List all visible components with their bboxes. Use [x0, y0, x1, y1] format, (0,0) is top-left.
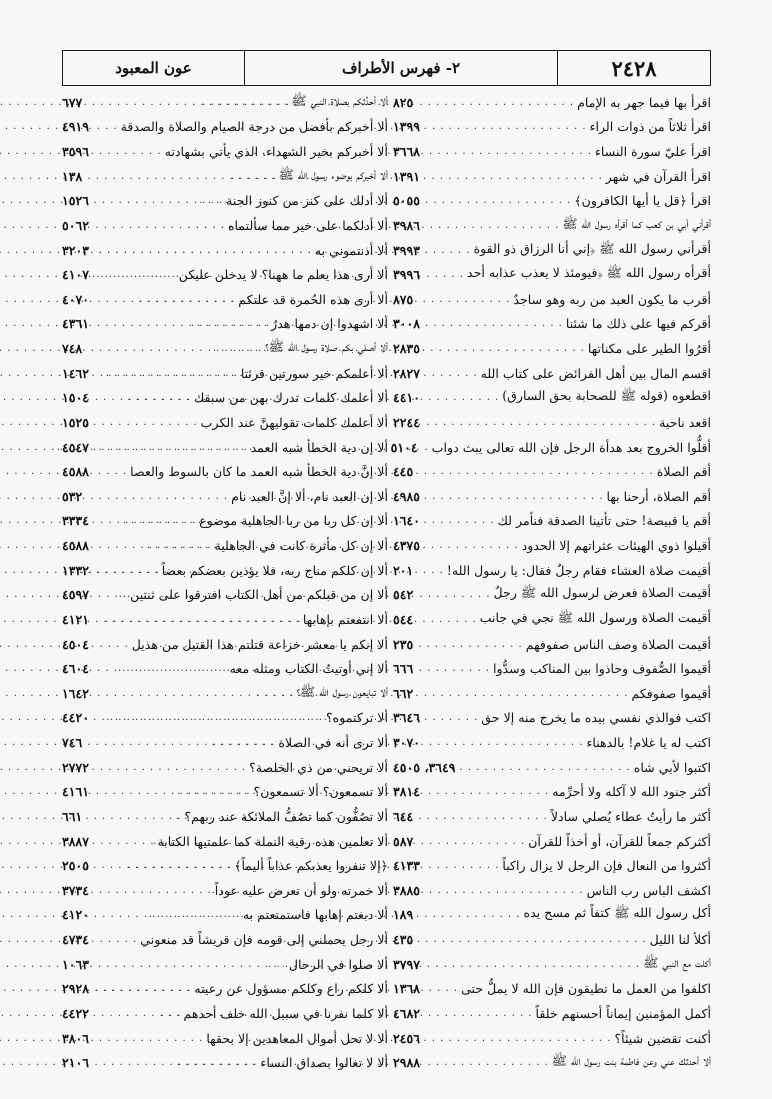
entry-text: اكشف الباس رب الناس: [586, 882, 711, 898]
entry-number: ٤٥٤٧: [62, 439, 90, 455]
entry-number: ٤٣٧٥: [393, 538, 421, 554]
entry-text: ألا أذنتموني به: [314, 242, 388, 258]
entry-text: ألا أعلمك كلمات تقوليهنَّ عند الكرب: [200, 414, 388, 430]
dot-leader: [423, 146, 592, 157]
entry-text: ألا دبغتم إهابها فاستمتعتم به: [243, 907, 388, 923]
entry-text: اقرأ بها فيما جهر به الإمام: [577, 94, 711, 110]
entry-number: ٣٦٦٨: [393, 144, 421, 160]
entry-text: أقركم فيها على ذلك ما شئنا: [565, 316, 711, 332]
entry-number: ٢٩٢٨: [62, 981, 90, 997]
index-entry: [393, 583, 711, 608]
entry-text: أقيموا الصُّفوف وحاذوا بين المناكب وسدُّوا: [492, 661, 711, 677]
entry-number: ٤٤١٠: [393, 390, 421, 406]
entry-number: ٢٢٤٤: [393, 414, 421, 430]
entry-number: ١٠٦٣: [62, 956, 90, 972]
entry-text: ألا أحدِّثكم بصلاة النبي ﷺ: [291, 92, 388, 108]
entry-text: أكنت تقضين شيئاً؟: [614, 1030, 711, 1046]
index-entry: [393, 804, 711, 829]
index-columns: [62, 90, 711, 1075]
index-entry: [393, 706, 711, 731]
entry-number: ٣٩٨٦: [393, 217, 421, 233]
dot-leader: [416, 836, 525, 847]
entry-text: ألا تسمعون؟ ألا تسمعون؟: [253, 784, 388, 800]
entry-number: ٣٨١٤: [393, 784, 421, 800]
dot-leader: [423, 860, 499, 871]
dot-leader: [416, 934, 646, 945]
entry-text: ألا أخبركم بأفضل من درجة الصيام والصلاة والصدقة: [120, 119, 388, 135]
entry-number: ٦٦٦: [393, 661, 414, 677]
index-entry: [393, 632, 711, 657]
dot-leader: [423, 220, 559, 231]
index-entry: [393, 238, 711, 263]
entry-text: اقرأ ثلاثاً من ذوات الراء: [589, 119, 711, 135]
entry-text: اكتبوا لأبي شاه: [633, 759, 711, 775]
dot-leader: [416, 909, 520, 920]
entry-text: اكتب له يا غلام! بالدهناء: [586, 735, 711, 751]
entry-number: ٥٨٧: [393, 833, 414, 849]
entry-number: ٣٩٩٣: [393, 242, 421, 258]
dot-leader: [416, 294, 510, 305]
entry-number: ٧٤٨: [62, 341, 83, 357]
dot-leader: [92, 466, 127, 477]
entry-text: اقسم المال بين أهل الفرائض على كتاب الله: [480, 365, 711, 381]
index-entry: [393, 336, 711, 361]
dot-leader: [423, 368, 478, 379]
dot-leader: [421, 442, 429, 453]
entry-text: أقلُّوا الخروج بعد هدأة الرجل فإن الله تعالى يبث دواب: [431, 439, 711, 455]
index-entry: [393, 459, 711, 484]
entry-text: اقعد ناحية: [659, 414, 711, 430]
entry-number: ١٣٩٩: [393, 119, 421, 135]
dot-leader: [423, 1008, 532, 1019]
entry-text: أقرأه رسول الله ﷺ ﴿فيومئذ لا يعذب عذابه أحد: [466, 265, 711, 281]
entry-number: ٣٧٩٧: [393, 956, 421, 972]
entry-text: ألا أصلي بكم صلاة رسول الله ﷺ؟: [265, 339, 388, 355]
entry-number: ٣٥٩٦: [62, 144, 90, 160]
entry-number: ٤١٦١: [62, 784, 90, 800]
entry-number: ٦٦٢: [393, 685, 414, 701]
entry-text: أكثر جنود الله لا آكله ولا أحرِّمه: [552, 784, 711, 800]
dot-leader: [92, 146, 162, 157]
entry-number: ٤٣٦١: [62, 316, 90, 332]
entry-number: ٣٢٠٣: [62, 242, 90, 258]
entry-text: أكلت مع النبي ﷺ: [643, 954, 711, 970]
entry-number: ٣٧٣٤: [62, 882, 90, 898]
dot-leader: [92, 836, 154, 847]
dot-leader: [92, 885, 212, 896]
entry-text: ألا إنَّ دية الخطأ شبه العمد ما كان بالسوط والعصا: [130, 464, 388, 480]
entry-number: ١٣٦٨: [393, 981, 421, 997]
dot-leader: [92, 417, 198, 428]
index-entry: [393, 312, 711, 337]
index-entry: [393, 509, 711, 534]
entry-text: ألا تبايعون رسول الله ﷺ؟: [296, 683, 388, 699]
index-entry: [393, 1001, 711, 1026]
entry-text: ألا إن من قبلكم من أهل الكتاب افترقوا على ثنتين: [130, 587, 388, 603]
entry-text: ألا إن كل ربا من ربا الجاهلية موضوع: [199, 513, 388, 529]
entry-text: أقيمت الصلاة فعرض لرسول الله ﷺ رجلٌ: [493, 585, 711, 601]
entry-text: ألا أعلمكم خير سورتين قرئتا: [240, 365, 388, 381]
index-entry: [393, 386, 711, 411]
dot-leader: [92, 1033, 203, 1044]
index-entry: [393, 410, 711, 435]
entry-text: أكمل المؤمنين إيماناً أحسنهم خلقاً: [535, 1005, 711, 1021]
index-entry: [393, 681, 711, 706]
index-entry: [393, 164, 711, 189]
entry-text: ألا أرى هذه الحُمرة قد علتكم: [238, 291, 388, 307]
dot-leader: [423, 786, 549, 797]
entry-number: ٢٥٠٥: [62, 858, 90, 874]
entry-text: ألا كلكم راع وكلكم مسؤول عن رعيته: [194, 981, 388, 997]
entry-text: ألا انتفعتم بإهابها: [302, 611, 388, 627]
dot-leader: [416, 663, 490, 674]
entry-number: ٤٦٠٤: [62, 661, 90, 677]
index-entry: [393, 829, 711, 854]
right-column: [390, 90, 711, 1075]
dot-leader: [423, 515, 495, 526]
entry-number: ٥٤٤: [393, 611, 414, 627]
entry-number: ١٦٤٢: [62, 685, 90, 701]
entry-number: ٣٠٠٨: [393, 316, 421, 332]
dot-leader: [92, 934, 137, 945]
dot-leader: [423, 195, 571, 206]
index-entry: [393, 607, 711, 632]
entry-number: ٤١٣٣: [393, 858, 421, 874]
entry-number: ٤٥٩٧: [62, 587, 90, 603]
entry-number: ١٣٣٢: [62, 562, 90, 578]
entry-number: ٤١٠٧: [62, 267, 90, 283]
index-entry: [393, 952, 711, 977]
entry-number: ٣٨٠٦: [62, 1030, 90, 1046]
dot-leader: [423, 121, 587, 132]
index-entry: [393, 484, 711, 509]
entry-number: ٥١٠٤: [390, 439, 418, 455]
entry-number: ٤٣٥: [393, 932, 414, 948]
entry-text: ألا لا تحل أموال المعاهدين إلا بحقها: [206, 1030, 388, 1046]
entry-text: ألا إن كل مأثرة كانت في الجاهلية: [214, 538, 388, 554]
entry-text: أقرب ما يكون العبد من ربه وهو ساجدٌ: [513, 291, 711, 307]
entry-text: ألا إني أوتيتُ الكتاب ومثله معه: [229, 661, 388, 677]
index-entry: [393, 558, 711, 583]
entry-number: ٢٣٥: [393, 636, 414, 652]
dot-leader: [423, 417, 656, 428]
entry-number: ٧٤٦: [62, 735, 83, 751]
entry-text: ألا إنكم يا معشر خزاعة قتلتم هذا القتيل من هذيل: [131, 636, 388, 652]
entry-text: أقيمت صلاة العشاء فقام رجلٌ فقال: يا رسول الله!: [446, 562, 711, 578]
entry-text: أكثركم جمعاً للقرآن، أو أخذاً للقرآن: [528, 833, 711, 849]
entry-number: ٢٤٥٦: [393, 1030, 421, 1046]
entry-text: أقرُوا الطير على مكناتها: [587, 341, 711, 357]
entry-number: ٤٥٨٨: [62, 464, 90, 480]
entry-text: اكلفوا من العمل ما تطيقون فإن الله لا يملُّ حتى: [461, 981, 711, 997]
index-entry: [393, 1026, 711, 1051]
entry-text: ألا أدلك على كنز من كنوز الجنة: [226, 193, 388, 209]
entry-text: أكلأ لنا الليل: [649, 932, 711, 948]
index-entry: [393, 361, 711, 386]
entry-text: أقرأني رسول الله ﷺ ﴿إني أنا الرزاق ذو القوة: [473, 240, 711, 256]
entry-text: ألا أرى هذا يعلم ما ههنا؟ لا يدخلن عليكن: [178, 267, 388, 283]
entry-text: ألا أخبركم بوضوء رسول الله ﷺ: [278, 166, 388, 182]
index-entry: [393, 780, 711, 805]
entry-number: ١٣٩١: [393, 168, 421, 184]
entry-number: ١٥٢٥: [62, 414, 90, 430]
entry-number: ٤٩٨٥: [393, 488, 421, 504]
entry-number: ٢٧٧٢: [62, 759, 90, 775]
entry-text: أقم يا قبيصة! حتى تأتينا الصدقة فنأمر لك: [497, 513, 711, 529]
entry-text: أكثر ما رأيتُ عطاء يُصلي سادلاً: [550, 808, 711, 824]
entry-text: أقيمت الصلاة ورسول الله ﷺ نجي في جانب: [479, 609, 711, 625]
entry-text: اقرأ القرآن في شهر: [605, 168, 711, 184]
entry-number: ٥٠٦٢: [62, 217, 90, 233]
dot-leader: [85, 811, 181, 822]
entry-number: ١٣٨: [62, 168, 83, 184]
entry-text: ألا تريحني من ذي الخلصة؟: [249, 759, 388, 775]
entry-text: ألا إن العبد نام، ألا إنَّ العبد نام: [231, 488, 388, 504]
dot-leader: [416, 688, 628, 699]
entry-number: ٥٠٥٥: [393, 193, 421, 209]
entry-text: أقيلوا ذوي الهيئات عثراتهم إلا الحدود: [521, 538, 711, 554]
entry-number: ٣٣٣٤: [62, 513, 90, 529]
dot-leader: [423, 540, 519, 551]
entry-number: ٣٨٨٧: [62, 833, 90, 849]
index-entry: [393, 262, 711, 287]
entry-number: ٢٨٣٥: [393, 341, 421, 357]
entry-number: ٣٨٨٥: [393, 882, 421, 898]
dot-leader: [92, 959, 286, 970]
page-number: ٢٤٢٨: [611, 55, 657, 81]
entry-text: أقرأني أبي بن كعب كما أقرأه رسول الله ﷺ: [562, 215, 711, 231]
index-entry: [393, 730, 711, 755]
entry-number: ٨٢٥: [393, 94, 414, 110]
dot-leader: [423, 171, 603, 182]
entry-text: اقرأ عليّ سورة النساء: [594, 144, 711, 160]
dot-leader: [423, 712, 478, 723]
dot-leader: [423, 392, 499, 403]
left-column: [62, 90, 388, 1075]
entry-number: ١٦٤٠: [393, 513, 421, 529]
dot-leader: [416, 811, 548, 822]
entry-text: أقم الصلاة: [656, 464, 711, 480]
dot-leader: [423, 1033, 611, 1044]
entry-number: ٤١٢٠: [62, 907, 90, 923]
entry-text: ألا أخبركم بخير الشهداء. الذي يأتي بشهادته: [164, 144, 388, 160]
index-entry: [393, 853, 711, 878]
entry-number: ١٤٦٢: [62, 365, 90, 381]
entry-number: ٤٥٨٨: [62, 538, 90, 554]
book-title: عون المعبود: [63, 51, 245, 85]
entry-number: ٤٦٨٢: [393, 1005, 421, 1021]
dot-leader: [85, 491, 228, 502]
entry-number: ٤٩١٩: [62, 119, 90, 135]
dot-leader: [416, 639, 522, 650]
entry-number: ٤٧٣٤: [62, 932, 90, 948]
entry-text: أقيموا صفوفكم: [631, 685, 711, 701]
dot-leader: [416, 97, 574, 108]
entry-number: ٤١٢١: [62, 611, 90, 627]
entry-number: ٦٧٧: [62, 94, 83, 110]
entry-number: ٤٤٢٠: [62, 710, 90, 726]
entry-text: ألا ترى أنه في الصلاة: [278, 735, 388, 751]
dot-leader: [423, 318, 563, 329]
entry-number: ٤٠٧٠: [62, 291, 90, 307]
entry-text: اكتب فوالذي نفسي بيده ما يخرج منه إلا حق: [481, 710, 711, 726]
dot-leader: [423, 245, 471, 256]
entry-number: ١٥٠٤: [62, 390, 90, 406]
entry-text: اقرأ ﴿قل يا أيها الكافرون﴾: [574, 193, 711, 209]
entry-number: ٤٤٥: [393, 464, 414, 480]
entry-text: أكثروا من النعال فإن الرجل لا يزال راكباً: [502, 858, 711, 874]
index-entry: [393, 977, 711, 1002]
entry-text: ألا أحدثك عني وعن فاطمة بنت رسول الله ﷺ: [551, 1053, 711, 1069]
index-entry: [390, 435, 711, 460]
dot-leader: [92, 639, 129, 650]
index-entry: [393, 189, 711, 214]
entry-text: ألا صلوا في الرحال: [288, 956, 388, 972]
dot-leader: [423, 1057, 549, 1068]
index-entry: [393, 755, 711, 780]
entry-number: ٢٠١: [393, 562, 414, 578]
entry-text: ألا إن دية الخطأ شبه العمد: [250, 439, 388, 455]
index-entry: [393, 656, 711, 681]
entry-text: ألا أدلكما على خير مما سألتماه: [227, 217, 388, 233]
index-entry: [393, 903, 711, 928]
index-entry: [393, 115, 711, 140]
entry-number: ١٥٢٦: [62, 193, 90, 209]
entry-text: ألا أعلمك كلمات تدرك بهن من سبقك: [193, 390, 388, 406]
entry-text: ألا كلما نفرنا في سبيل الله خلف أحدهم: [183, 1005, 388, 1021]
dot-leader: [423, 737, 583, 748]
entry-text: ألا اشهدوا إن دمها هدرٌ: [271, 316, 388, 332]
entry-text: ألا إن كلكم مناج ربه، فلا يؤذين بعضكم بعضاً: [161, 562, 388, 578]
entry-number: ٤٥٠٤: [62, 636, 90, 652]
index-entry: [393, 90, 711, 115]
dot-leader: [423, 343, 585, 354]
dot-leader: [423, 885, 584, 896]
dot-leader: [92, 121, 118, 132]
dot-leader: [423, 269, 464, 280]
entry-number: ٦٤٤: [393, 808, 414, 824]
entry-text: اقطعوه (قوله ﷺ للصحابة بحق السارق): [502, 388, 711, 404]
dot-leader: [459, 762, 631, 773]
dot-leader: [416, 589, 490, 600]
entry-number: ٢١٠٦: [62, 1055, 90, 1071]
entry-number: ١٨٩: [393, 907, 414, 923]
entry-number: ٣٩٩٦: [393, 267, 421, 283]
entry-text: ألا تعلمين هذه رقية النملة كما علمتيها الكتابة: [157, 833, 388, 849]
dot-leader: [423, 983, 458, 994]
entry-number: ٣٦٤٦: [393, 710, 421, 726]
entry-number: ٨٧٥: [393, 291, 414, 307]
entry-text: أكل رسول الله ﷺ كتفاً ثم مسح يده: [523, 905, 711, 921]
dot-leader: [416, 614, 476, 625]
entry-number: ٣٦٤٩، ٤٥٠٥: [393, 759, 456, 775]
index-entry: [393, 139, 711, 164]
entry-number: ٣٠٧٠: [393, 735, 421, 751]
dot-leader: [92, 762, 246, 773]
page-header: [62, 50, 711, 86]
entry-text: أقيمت الصلاة وصف الناس صفوفهم: [525, 636, 711, 652]
entry-number: ٢٩٨٨: [393, 1055, 421, 1071]
entry-text: ﴿إلا تنفروا يعذبكم عذاباً أليماً﴾: [234, 858, 388, 874]
entry-text: ألا رجل يحملني إلى قومه فإن قريشاً قد منعوني: [140, 932, 388, 948]
entry-text: ألا تصُفُّون كما تصُفُّ الملائكة عند ربهم؟: [184, 808, 388, 824]
entry-number: ٢٨٢٧: [393, 365, 421, 381]
entry-number: ٦٦١: [62, 808, 83, 824]
index-entry: [393, 1050, 711, 1075]
entry-text: ألا لا تغالوا بصداق النساء: [260, 1055, 388, 1071]
dot-leader: [416, 466, 653, 477]
section-title: ٢- فهرس الأطراف: [245, 51, 558, 85]
index-entry: [393, 287, 711, 312]
entry-text: ألا خمرته ولو أن تعرض عليه عوداً: [214, 882, 388, 898]
entry-number: ٥٤٢: [393, 587, 414, 603]
dot-leader: [423, 959, 640, 970]
entry-number: ٤٤٢٢: [62, 1005, 90, 1021]
index-entry: [393, 927, 711, 952]
entry-text: ألا تركتموه؟: [325, 710, 388, 726]
index-entry: [393, 533, 711, 558]
dot-leader: [416, 565, 443, 576]
dot-leader: [423, 491, 603, 502]
index-entry: [393, 878, 711, 903]
entry-number: ٥٣٢: [62, 488, 83, 504]
index-entry: [393, 213, 711, 238]
entry-text: أقم الصلاة، أرحنا بها: [606, 488, 711, 504]
